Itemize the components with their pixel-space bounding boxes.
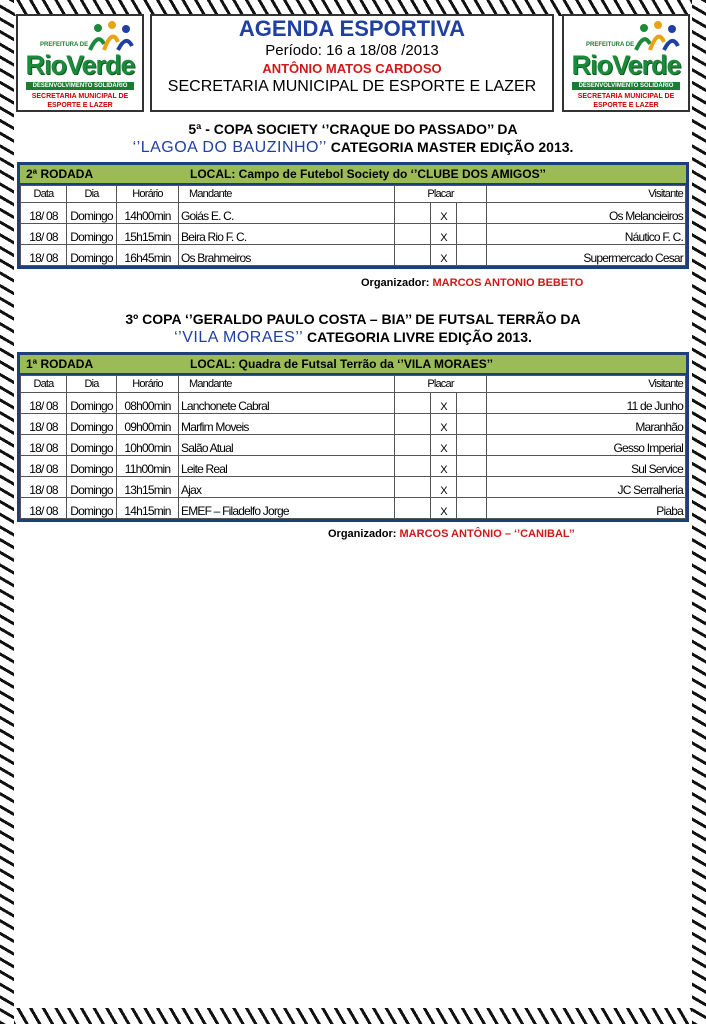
match-day: Domingo bbox=[67, 414, 117, 435]
away-team: Gesso Imperial bbox=[487, 435, 686, 456]
responsible-name: ANTÔNIO MATOS CARDOSO bbox=[262, 61, 442, 76]
score-separator: X bbox=[431, 435, 457, 456]
table-row bbox=[21, 245, 686, 266]
match-time: 08h00min bbox=[117, 393, 179, 414]
match-date: 18/ 08 bbox=[21, 203, 67, 224]
home-score bbox=[395, 224, 431, 245]
away-score bbox=[457, 245, 487, 266]
away-team: Náutico F. C. bbox=[487, 224, 686, 245]
table-row bbox=[21, 203, 686, 224]
away-score bbox=[457, 203, 487, 224]
section2-table-header bbox=[20, 355, 686, 375]
away-score bbox=[457, 435, 487, 456]
match-day: Domingo bbox=[67, 435, 117, 456]
score-separator: X bbox=[431, 414, 457, 435]
match-time: 16h45min bbox=[117, 245, 179, 266]
away-team: Sul Service bbox=[487, 456, 686, 477]
match-time: 10h00min bbox=[117, 435, 179, 456]
score-separator: X bbox=[431, 393, 457, 414]
score-separator: X bbox=[431, 456, 457, 477]
home-score bbox=[395, 393, 431, 414]
away-team: Supermercado Cesar bbox=[487, 245, 686, 266]
home-team: Ajax bbox=[179, 477, 395, 498]
decorative-border-right bbox=[692, 0, 706, 1024]
score-separator: X bbox=[431, 203, 457, 224]
table-row bbox=[21, 414, 686, 435]
home-score bbox=[395, 245, 431, 266]
section1-heading-venue: ‘’LAGOA DO BAUZINHO’’ bbox=[132, 139, 327, 156]
section2-heading-venue: ‘’VILA MORAES’’ bbox=[174, 329, 304, 346]
match-day: Domingo bbox=[67, 498, 117, 519]
home-team: Marfim Moveis bbox=[179, 414, 395, 435]
away-score bbox=[457, 224, 487, 245]
section2-heading: 3º COPA ‘’GERALDO PAULO COSTA – BIA’’ DE FUTSAL TERRÃO DA ‘’VILA MORAES’’ CATEGORIA LIVRE EDIÇÃO 2013. bbox=[125, 311, 581, 346]
away-score bbox=[457, 393, 487, 414]
home-team: Beira Rio F. C. bbox=[179, 224, 395, 245]
match-day: Domingo bbox=[67, 477, 117, 498]
section1-table bbox=[17, 162, 689, 269]
match-date: 18/ 08 bbox=[21, 456, 67, 477]
match-time: 09h00min bbox=[117, 414, 179, 435]
section1-matches bbox=[20, 185, 686, 266]
away-team: Maranhão bbox=[487, 414, 686, 435]
away-team: Piaba bbox=[487, 498, 686, 519]
match-day: Domingo bbox=[67, 203, 117, 224]
match-date: 18/ 08 bbox=[21, 414, 67, 435]
section2-matches bbox=[20, 375, 686, 519]
section1-organizer: Organizador: MARCOS ANTONIO BEBETO bbox=[361, 277, 584, 289]
home-score bbox=[395, 477, 431, 498]
match-day: Domingo bbox=[67, 393, 117, 414]
match-date: 18/ 08 bbox=[21, 498, 67, 519]
section1-heading: 5ª - COPA SOCIETY ‘’CRAQUE DO PASSADO’’ DA ‘’LAGOA DO BAUZINHO’’ CATEGORIA MASTER EDIÇÃO 2013. bbox=[132, 121, 574, 156]
period-text: Período: 16 a 18/08 /2013 bbox=[265, 42, 439, 59]
home-team: Salão Atual bbox=[179, 435, 395, 456]
match-time: 14h00min bbox=[117, 203, 179, 224]
match-time: 13h15min bbox=[117, 477, 179, 498]
away-team: Os Melancieiros bbox=[487, 203, 686, 224]
section2-table bbox=[17, 352, 689, 522]
page-header bbox=[16, 14, 690, 114]
section1-table-header bbox=[20, 165, 686, 185]
home-score bbox=[395, 435, 431, 456]
logo-tagline: DESENVOLVIMENTO SOLIDÁRIO bbox=[26, 82, 134, 90]
away-score bbox=[457, 477, 487, 498]
away-score bbox=[457, 456, 487, 477]
decorative-border-bottom bbox=[0, 1008, 706, 1024]
score-separator: X bbox=[431, 498, 457, 519]
home-team: EMEF – Filadelfo Jorge bbox=[179, 498, 395, 519]
table-row bbox=[21, 498, 686, 519]
match-day: Domingo bbox=[67, 224, 117, 245]
match-time: 15h15min bbox=[117, 224, 179, 245]
match-date: 18/ 08 bbox=[21, 224, 67, 245]
away-team: JC Serralheria bbox=[487, 477, 686, 498]
table-row bbox=[21, 224, 686, 245]
rio-verde-logo-right bbox=[562, 14, 690, 112]
match-date: 18/ 08 bbox=[21, 477, 67, 498]
home-score bbox=[395, 498, 431, 519]
score-separator: X bbox=[431, 245, 457, 266]
logo-main-text: RioVerde bbox=[571, 50, 681, 80]
table-row bbox=[21, 477, 686, 498]
score-separator: X bbox=[431, 224, 457, 245]
logo-secretariat: SECRETARIA MUNICIPAL DE ESPORTE E LAZER bbox=[31, 93, 129, 109]
local-label: LOCAL: Quadra de Futsal Terrão da ‘’VILA MORAES’’ bbox=[190, 357, 493, 371]
local-label: LOCAL: Campo de Futebol Society do ‘’CLUBE DOS AMIGOS’’ bbox=[190, 167, 546, 181]
match-date: 18/ 08 bbox=[21, 435, 67, 456]
home-score bbox=[395, 414, 431, 435]
match-time: 14h15min bbox=[117, 498, 179, 519]
section2-organizer: Organizador: MARCOS ANTÔNIO – ‘’CANIBAL’’ bbox=[328, 528, 575, 540]
logo-tagline: DESENVOLVIMENTO SOLIDÁRIO bbox=[572, 82, 680, 90]
column-headers: Data Dia Horário Mandante Placar Visitante bbox=[21, 376, 686, 393]
column-headers: Data Dia Horário Mandante Placar Visitante bbox=[21, 186, 686, 203]
table-row bbox=[21, 456, 686, 477]
match-day: Domingo bbox=[67, 456, 117, 477]
score-separator: X bbox=[431, 477, 457, 498]
home-team: Lanchonete Cabral bbox=[179, 393, 395, 414]
match-date: 18/ 08 bbox=[21, 245, 67, 266]
logo-small-text: PREFEITURA DE bbox=[40, 42, 89, 48]
away-score bbox=[457, 498, 487, 519]
home-team: Os Brahmeiros bbox=[179, 245, 395, 266]
away-team: 11 de Junho bbox=[487, 393, 686, 414]
page-title: AGENDA ESPORTIVA bbox=[238, 16, 466, 41]
logo-secretariat: SECRETARIA MUNICIPAL DE ESPORTE E LAZER bbox=[577, 93, 675, 109]
home-score bbox=[395, 456, 431, 477]
home-team: Leite Real bbox=[179, 456, 395, 477]
logo-main-text: RioVerde bbox=[25, 50, 135, 80]
table-row bbox=[21, 435, 686, 456]
round-label: 2ª RODADA bbox=[26, 167, 94, 181]
round-label: 1ª RODADA bbox=[26, 357, 94, 371]
match-day: Domingo bbox=[67, 245, 117, 266]
home-team: Goiás E. C. bbox=[179, 203, 395, 224]
title-box bbox=[150, 14, 554, 112]
match-time: 11h00min bbox=[117, 456, 179, 477]
logo-small-text: PREFEITURA DE bbox=[586, 42, 635, 48]
match-date: 18/ 08 bbox=[21, 393, 67, 414]
home-score bbox=[395, 203, 431, 224]
decorative-border-left bbox=[0, 0, 14, 1024]
secretariat-name: SECRETARIA MUNICIPAL DE ESPORTE E LAZER bbox=[167, 78, 537, 95]
rio-verde-logo-left bbox=[16, 14, 144, 112]
table-row bbox=[21, 393, 686, 414]
away-score bbox=[457, 414, 487, 435]
